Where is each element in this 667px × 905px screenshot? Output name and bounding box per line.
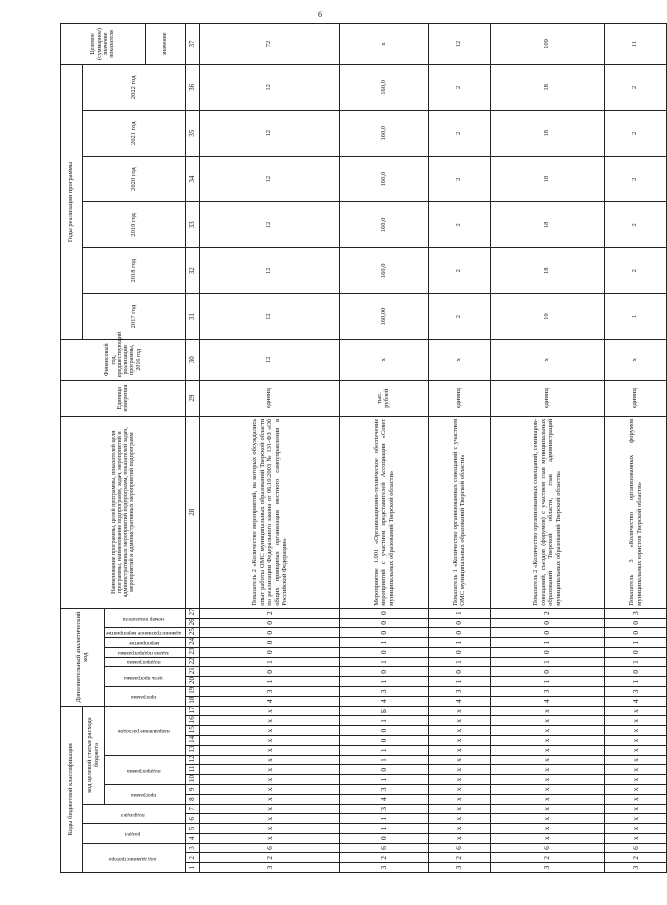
code-cell: 0: [340, 765, 428, 775]
row-target-value: х: [340, 24, 428, 65]
code-cell: х: [604, 726, 666, 736]
row-year-value: 12: [200, 248, 340, 294]
row-year-value: 2: [604, 248, 666, 294]
code-cell: 0: [604, 628, 666, 638]
column-number-cell: 8: [186, 794, 200, 804]
code-cell: 1: [200, 657, 340, 667]
code-cell: х: [200, 814, 340, 824]
column-number-cell: 12: [186, 755, 200, 765]
row-year-value: 160,0: [340, 202, 428, 248]
dop-programma-header: программа: [105, 687, 186, 707]
code-cell: 1: [428, 677, 490, 687]
code-cell: 3: [490, 687, 604, 697]
code-cell: х: [490, 804, 604, 814]
code-cell: 0: [604, 667, 666, 677]
row-base-value: х: [604, 340, 666, 381]
row-name: Показатель 3 «Количество организованных форумов муниципальных юристов Тверской области»: [604, 416, 666, 608]
column-number-cell: 10: [186, 775, 200, 785]
target-value-header: значение: [145, 24, 186, 65]
table-row: [340, 24, 428, 873]
code-cell: 6: [340, 843, 428, 853]
column-number-cell: 9: [186, 784, 200, 794]
row-year-value: 160,0: [340, 248, 428, 294]
row-name: Показатель 2 «Количество организованных совещаний, семинаров-совещаний, съездов (форумов) с участием глав муниципальных образований Тверской области, глав администраций муниципальных образований Тверской области»: [490, 416, 604, 608]
code-cell: х: [428, 824, 490, 834]
column-number-cell: 34: [186, 156, 200, 202]
code-cell: х: [604, 804, 666, 814]
table-row: [428, 24, 490, 873]
code-cell: 0: [490, 667, 604, 677]
code-cell: 0: [200, 667, 340, 677]
row-year-value: 18: [490, 64, 604, 110]
code-cell: х: [200, 706, 340, 716]
code-cell: 6: [200, 843, 340, 853]
row-year-value: 2: [428, 64, 490, 110]
column-number-cell: 18: [186, 696, 200, 706]
code-cell: х: [490, 726, 604, 736]
code-cell: х: [428, 775, 490, 785]
column-number-cell: 13: [186, 745, 200, 755]
code-cell: 2: [490, 608, 604, 618]
column-number-cell: 3: [186, 843, 200, 853]
code-cell: х: [200, 784, 340, 794]
table-row: [200, 24, 340, 873]
code-cell: 3: [604, 687, 666, 697]
code-cell: 3: [200, 687, 340, 697]
code-cell: 1: [340, 775, 428, 785]
code-cell: 6: [490, 843, 604, 853]
code-cell: х: [604, 755, 666, 765]
code-cell: х: [604, 706, 666, 716]
dop-nomer-header: номер показателя: [105, 608, 186, 628]
code-cell: 0: [340, 736, 428, 746]
code-cell: х: [428, 784, 490, 794]
code-cell: 1: [490, 638, 604, 648]
code-cell: Б: [340, 706, 428, 716]
row-year-value: 2: [604, 110, 666, 156]
column-number-cell: 17: [186, 706, 200, 716]
dop-code-header: Дополнительный аналитический код: [61, 608, 105, 706]
year-2020-header: 2020 год: [83, 156, 186, 202]
code-cell: 3: [604, 863, 666, 873]
kcsr-header: код целевой статьи расхода бюджета: [83, 706, 105, 804]
column-number-cell: 5: [186, 824, 200, 834]
code-cell: х: [604, 745, 666, 755]
row-year-value: 12: [200, 294, 340, 340]
table-row: [604, 24, 666, 873]
code-cell: 3: [340, 687, 428, 697]
code-cell: 4: [340, 696, 428, 706]
code-cell: х: [200, 726, 340, 736]
code-cell: х: [200, 824, 340, 834]
code-cell: 6: [604, 843, 666, 853]
row-year-value: 12: [200, 64, 340, 110]
column-number-cell: 7: [186, 804, 200, 814]
code-cell: х: [490, 736, 604, 746]
code-cell: 0: [490, 618, 604, 628]
code-cell: 1: [604, 638, 666, 648]
row-unit: единиц: [490, 380, 604, 416]
row-year-value: 18: [490, 248, 604, 294]
code-cell: 3: [604, 608, 666, 618]
row-year-value: 2: [604, 202, 666, 248]
years-group-header: Годы реализации программы: [61, 64, 83, 339]
year-2017-header: 2017 год: [83, 294, 186, 340]
code-cell: х: [428, 736, 490, 746]
code-cell: 0: [428, 618, 490, 628]
row-year-value: 18: [490, 110, 604, 156]
row-year-value: 160,0: [340, 156, 428, 202]
row-name: Показатель 1 «Количество организованных совещаний с участием ОМС муниципальных образований Тверской области»: [428, 416, 490, 608]
code-cell: 0: [200, 647, 340, 657]
code-cell: 2: [604, 853, 666, 863]
column-numbers-row: [186, 24, 200, 873]
row-unit: единиц: [604, 380, 666, 416]
code-cell: х: [490, 765, 604, 775]
column-number-cell: 1: [186, 863, 200, 873]
code-cell: 0: [604, 618, 666, 628]
code-cell: 0: [490, 647, 604, 657]
code-cell: 0: [340, 833, 428, 843]
code-cell: 0: [490, 628, 604, 638]
code-cell: 0: [200, 618, 340, 628]
row-year-value: 2: [604, 64, 666, 110]
column-number-cell: 33: [186, 202, 200, 248]
row-target-value: 72: [200, 24, 340, 65]
row-year-value: 160,0: [340, 64, 428, 110]
target-group-header: Целевое (суммарное) значение показателя: [61, 24, 146, 65]
row-year-value: 12: [200, 156, 340, 202]
code-cell: х: [490, 745, 604, 755]
code-cell: 1: [340, 657, 428, 667]
code-cell: 3: [340, 863, 428, 873]
table-row: [490, 24, 604, 873]
code-cell: х: [604, 716, 666, 726]
year-2021-header: 2021 год: [83, 110, 186, 156]
code-cell: 1: [604, 677, 666, 687]
page-number: 6: [318, 10, 322, 19]
column-number-cell: 31: [186, 294, 200, 340]
code-cell: 0: [340, 618, 428, 628]
code-cell: 4: [490, 696, 604, 706]
code-cell: 0: [340, 647, 428, 657]
code-cell: 0: [200, 638, 340, 648]
column-number-cell: 26: [186, 618, 200, 628]
dop-zadacha-podprog-header: задача подпрограммы: [105, 647, 186, 657]
column-number-cell: 24: [186, 638, 200, 648]
code-cell: х: [604, 794, 666, 804]
dop-cel-header: цель программы: [105, 667, 186, 687]
code-cell: х: [604, 736, 666, 746]
column-number-cell: 4: [186, 833, 200, 843]
row-year-value: 18: [490, 202, 604, 248]
code-cell: 1: [490, 677, 604, 687]
code-cell: 1: [428, 608, 490, 618]
dop-adm-meropr-header: административное мероприятие: [105, 628, 186, 638]
code-cell: 4: [428, 696, 490, 706]
row-base-value: х: [490, 340, 604, 381]
row-year-value: 160,00: [340, 294, 428, 340]
code-cell: 0: [340, 628, 428, 638]
year-2018-header: 2018 год: [83, 248, 186, 294]
row-base-value: х: [428, 340, 490, 381]
code-cell: 0: [340, 608, 428, 618]
row-base-value: 12: [200, 340, 340, 381]
row-name: Мероприятие 1.001 «Организационно-техническое обеспечение мероприятий с участием представителей Ассоциации «Совет муниципальных образований Тверской области»: [340, 416, 428, 608]
code-cell: х: [604, 814, 666, 824]
code-cell: 0: [428, 628, 490, 638]
code-cell: 3: [428, 863, 490, 873]
code-cell: х: [490, 814, 604, 824]
column-number-cell: 15: [186, 726, 200, 736]
code-cell: 1: [340, 824, 428, 834]
column-number-cell: 29: [186, 380, 200, 416]
row-year-value: 1: [604, 294, 666, 340]
code-cell: х: [490, 794, 604, 804]
code-cell: х: [604, 824, 666, 834]
code-cell: 3: [340, 784, 428, 794]
code-cell: 1: [340, 677, 428, 687]
code-cell: 1: [428, 638, 490, 648]
column-number-cell: 19: [186, 687, 200, 697]
code-cell: х: [490, 755, 604, 765]
row-name: Показатель 2 «Количество мероприятий, на которых обсуждались опыт работы ОМС муниципальных образований Тверской области по реализации Федерального закона от 06.10.2003 № 131-ФЗ «Об общих принципах организации местного самоуправления в Российской Федерации»: [200, 416, 340, 608]
column-number-cell: 14: [186, 736, 200, 746]
program-table: [60, 23, 667, 873]
code-cell: 1: [604, 657, 666, 667]
podrazdel-header: подраздел: [83, 804, 186, 824]
row-unit: тыс. рублей: [340, 380, 428, 416]
rotated-page: [60, 23, 643, 873]
code-cell: х: [200, 794, 340, 804]
column-number-cell: 22: [186, 657, 200, 667]
code-cell: х: [200, 765, 340, 775]
code-cell: х: [490, 775, 604, 785]
code-cell: х: [490, 833, 604, 843]
code-cell: х: [428, 833, 490, 843]
row-year-value: 2: [428, 156, 490, 202]
code-cell: х: [604, 775, 666, 785]
row-base-value: х: [340, 340, 428, 381]
code-cell: 4: [200, 696, 340, 706]
code-cell: х: [428, 726, 490, 736]
code-cell: 1: [340, 638, 428, 648]
row-year-value: 12: [200, 110, 340, 156]
column-number-cell: 28: [186, 416, 200, 608]
code-cell: 6: [428, 843, 490, 853]
code-cell: х: [490, 824, 604, 834]
code-cell: 1: [340, 745, 428, 755]
code-cell: х: [200, 736, 340, 746]
column-number-cell: 21: [186, 667, 200, 677]
column-number-cell: 20: [186, 677, 200, 687]
table-body: [200, 24, 667, 873]
column-number-cell: 30: [186, 340, 200, 381]
code-cell: х: [200, 755, 340, 765]
column-number-cell: 25: [186, 628, 200, 638]
row-year-value: 2: [428, 248, 490, 294]
column-number-cell: 35: [186, 110, 200, 156]
code-cell: х: [604, 765, 666, 775]
code-cell: х: [200, 745, 340, 755]
code-cell: х: [428, 804, 490, 814]
code-cell: 2: [200, 853, 340, 863]
column-number-cell: 2: [186, 853, 200, 863]
code-cell: х: [490, 716, 604, 726]
code-cell: х: [200, 833, 340, 843]
year-2019-header: 2019 год: [83, 202, 186, 248]
row-year-value: 2: [604, 156, 666, 202]
code-cell: 0: [340, 726, 428, 736]
name-column-header: Наименование программы, целей программы, показателей цели программы, наименование подпрограмм, задач, мероприятий и административных мероприятий подпрограмм, показателей задач, мероприятий и административных мероприятий подпрограмм: [61, 416, 186, 608]
fin-year-header: Финансовый год, предшествующий реализации программы, 2016 год: [61, 340, 186, 381]
code-cell: х: [428, 794, 490, 804]
unit-column-header: Единица измерения: [61, 380, 186, 416]
code-cell: х: [200, 804, 340, 814]
row-target-value: 12: [428, 24, 490, 65]
code-cell: 4: [340, 794, 428, 804]
code-cell: х: [490, 706, 604, 716]
column-number-cell: 36: [186, 64, 200, 110]
row-target-value: 11: [604, 24, 666, 65]
column-number-cell: 6: [186, 814, 200, 824]
row-unit: единиц: [428, 380, 490, 416]
code-cell: 1: [428, 657, 490, 667]
code-cell: 4: [604, 696, 666, 706]
row-target-value: 109: [490, 24, 604, 65]
column-number-cell: 23: [186, 647, 200, 657]
razdel-header: раздел: [83, 824, 186, 844]
row-year-value: 2: [428, 110, 490, 156]
code-cell: 0: [340, 667, 428, 677]
row-unit: единиц: [200, 380, 340, 416]
code-cell: 2: [200, 608, 340, 618]
code-cell: 3: [428, 687, 490, 697]
row-year-value: 12: [200, 202, 340, 248]
code-cell: 0: [428, 647, 490, 657]
code-cell: х: [428, 745, 490, 755]
code-cell: 1: [340, 716, 428, 726]
code-cell: 2: [490, 853, 604, 863]
codes-group-header: Коды бюджетной классификации: [61, 706, 83, 872]
row-year-value: 18: [490, 156, 604, 202]
code-cell: 0: [604, 647, 666, 657]
code-cell: х: [428, 765, 490, 775]
dop-podprogramma-header: подпрограмма: [105, 657, 186, 667]
code-cell: х: [604, 833, 666, 843]
code-cell: 1: [200, 677, 340, 687]
code-cell: 0: [428, 667, 490, 677]
code-cell: 2: [428, 853, 490, 863]
row-year-value: 2: [428, 294, 490, 340]
row-year-value: 2: [428, 202, 490, 248]
code-cell: 3: [490, 863, 604, 873]
code-cell: 3: [200, 863, 340, 873]
row-year-value: 19: [490, 294, 604, 340]
column-number-cell: 37: [186, 24, 200, 65]
napravlenie-header: направление расходов: [105, 706, 186, 755]
code-cell: х: [428, 755, 490, 765]
code-cell: х: [604, 784, 666, 794]
code-cell: х: [428, 814, 490, 824]
code-cell: 3: [340, 804, 428, 814]
row-year-value: 160,0: [340, 110, 428, 156]
admin-code-header: код администратора: [83, 843, 186, 872]
dop-meropriyatie-header: мероприятие: [105, 638, 186, 648]
code-cell: х: [428, 706, 490, 716]
code-cell: 2: [340, 853, 428, 863]
column-number-cell: 11: [186, 765, 200, 775]
code-cell: 0: [200, 628, 340, 638]
code-cell: 1: [340, 755, 428, 765]
programma-header: программа: [105, 784, 186, 804]
code-cell: х: [200, 775, 340, 785]
code-cell: х: [490, 784, 604, 794]
column-number-cell: 16: [186, 716, 200, 726]
year-2022-header: 2022 год: [83, 64, 186, 110]
code-cell: х: [428, 716, 490, 726]
code-cell: х: [200, 716, 340, 726]
podprogramma-header: подпрограмма: [105, 755, 186, 784]
column-number-cell: 27: [186, 608, 200, 618]
code-cell: 1: [490, 657, 604, 667]
column-number-cell: 32: [186, 248, 200, 294]
code-cell: 1: [340, 814, 428, 824]
